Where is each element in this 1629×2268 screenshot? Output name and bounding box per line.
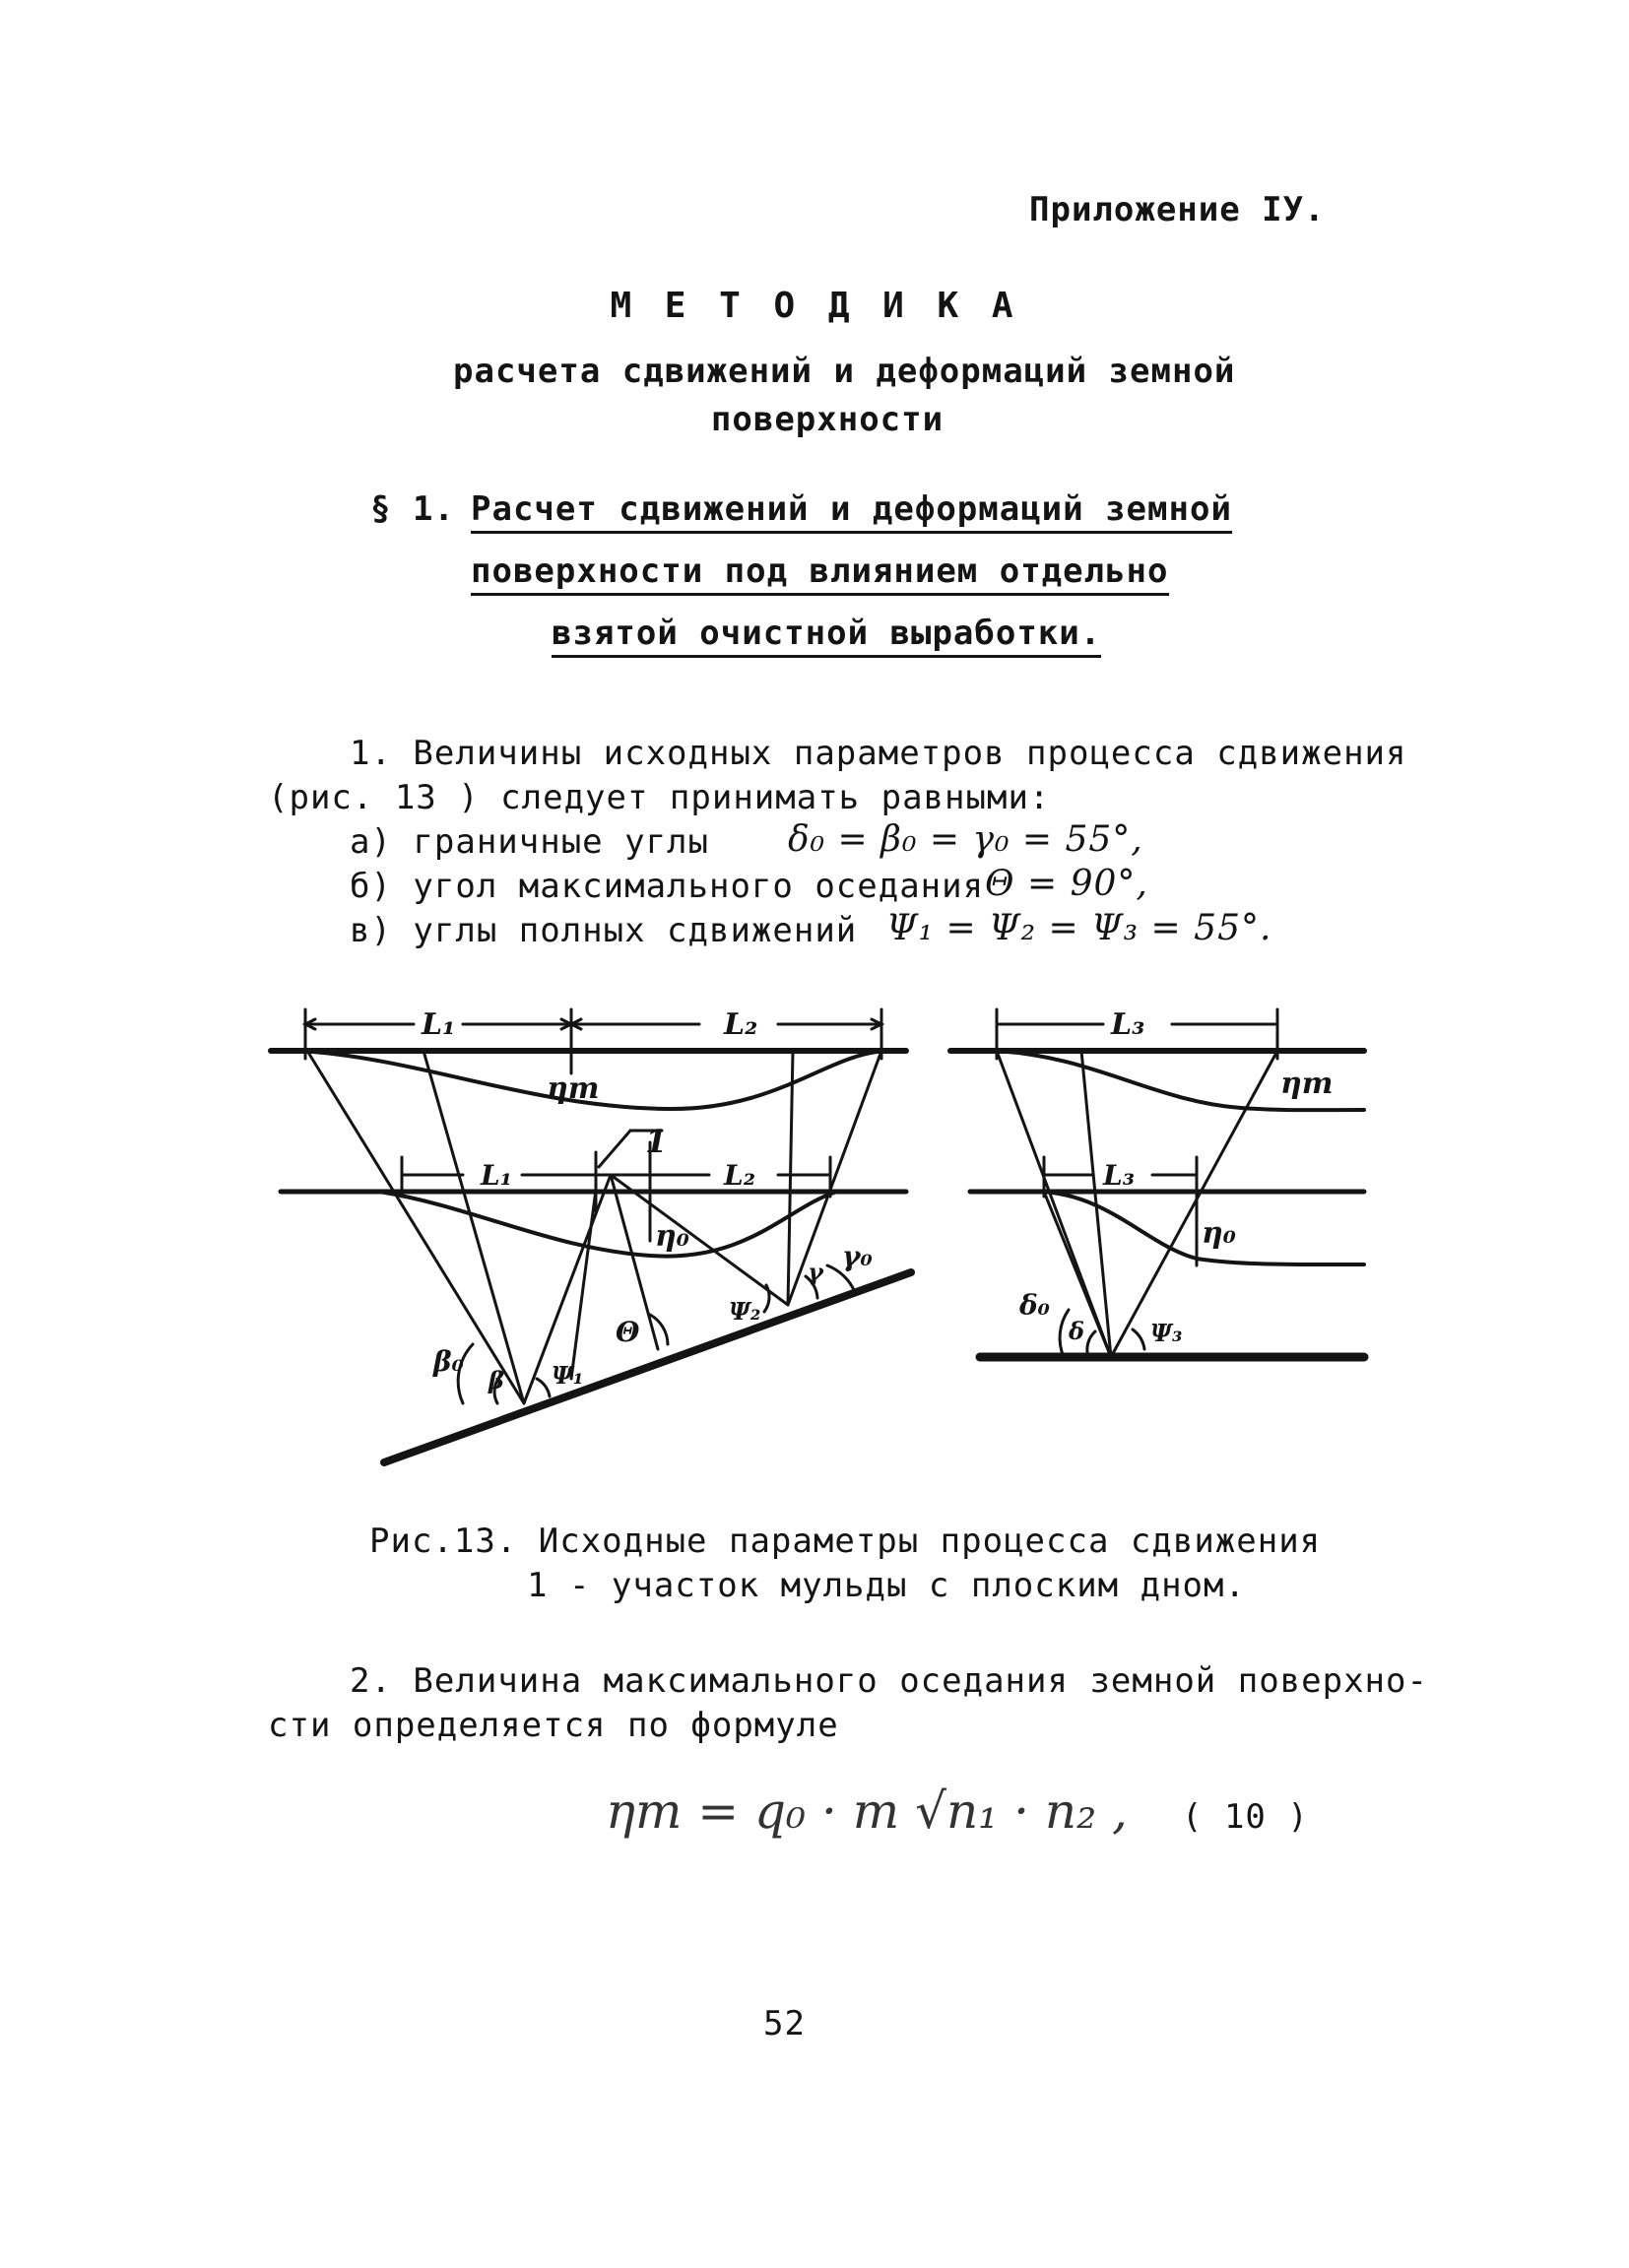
item-c-formula: Ψ₁ = Ψ₂ = Ψ₃ = 55°. <box>886 908 1272 948</box>
label-psi3: Ψ₃ <box>1150 1319 1183 1347</box>
subtitle-line1: расчета сдвижений и деформаций земной <box>453 352 1236 391</box>
label-psi2: Ψ₂ <box>729 1297 761 1326</box>
label-one: 1 <box>645 1123 668 1160</box>
label-L2-top: L₂ <box>724 1007 758 1042</box>
label-L1-top: L₁ <box>422 1007 456 1042</box>
figure-caption-line1: Рис.13. Исходные параметры процесса сдвижения <box>369 1522 1322 1561</box>
label-delta: δ <box>1069 1317 1085 1345</box>
item-c-label: в) углы полных сдвижений <box>350 911 858 950</box>
label-psi1: Ψ₁ <box>552 1361 584 1390</box>
label-L2-mid: L₂ <box>724 1159 755 1192</box>
label-delta0: δ₀ <box>1019 1289 1050 1322</box>
item-a-label: а) граничные углы <box>350 822 709 862</box>
page-number: 52 <box>763 2004 806 2043</box>
label-eta-m-right: ηm <box>1280 1067 1334 1101</box>
label-theta: Θ <box>616 1316 640 1348</box>
appendix-label: Приложение IУ. <box>1029 190 1326 229</box>
section-heading-line2: поверхности под влиянием отдельно <box>471 551 1169 596</box>
section-number: § 1. <box>370 489 455 529</box>
figure-caption-line2: 1 - участок мульды с плоским дном. <box>527 1566 1246 1605</box>
label-gamma: γ <box>808 1258 823 1286</box>
label-eta-0-left: η₀ <box>655 1219 689 1254</box>
subsidence-trough-intermediate <box>379 1192 837 1257</box>
document-title: М Е Т О Д И К А <box>610 286 1019 326</box>
label-eta-0-right: η₀ <box>1202 1216 1236 1251</box>
para2-line1: 2. Величина максимального оседания земной поверхно- <box>350 1661 1428 1701</box>
item-b-label: б) угол максимального оседания <box>350 867 985 906</box>
item-a-formula: δ₀ = β₀ = γ₀ = 55°, <box>788 819 1143 860</box>
subtitle-line2: поверхности <box>710 400 945 439</box>
label-eta-m-left: ηm <box>547 1071 600 1106</box>
label-gamma0: γ₀ <box>842 1240 873 1272</box>
formula-10: ηm = q₀ · m √n₁ · n₂ , <box>606 1782 1128 1840</box>
para1-line2: (рис. 13 ) следует принимать равными: <box>268 778 1051 817</box>
section-heading-line1: Расчет сдвижений и деформаций земной <box>471 489 1232 534</box>
label-beta: β <box>489 1366 504 1394</box>
para1-line1: 1. Величины исходных параметров процесса сдвижения <box>350 734 1407 773</box>
label-L3-top: L₃ <box>1111 1007 1145 1042</box>
label-L3-mid: L₃ <box>1103 1159 1135 1192</box>
formula-number: ( 10 ) <box>1182 1797 1309 1837</box>
label-L1-mid: L₁ <box>481 1159 512 1192</box>
para2-line2: сти определяется по формуле <box>268 1706 839 1745</box>
item-b-formula: Θ = 90°, <box>985 864 1148 904</box>
label-beta0: β₀ <box>433 1345 464 1378</box>
section-heading-line3: взятой очистной выработки. <box>552 614 1101 658</box>
